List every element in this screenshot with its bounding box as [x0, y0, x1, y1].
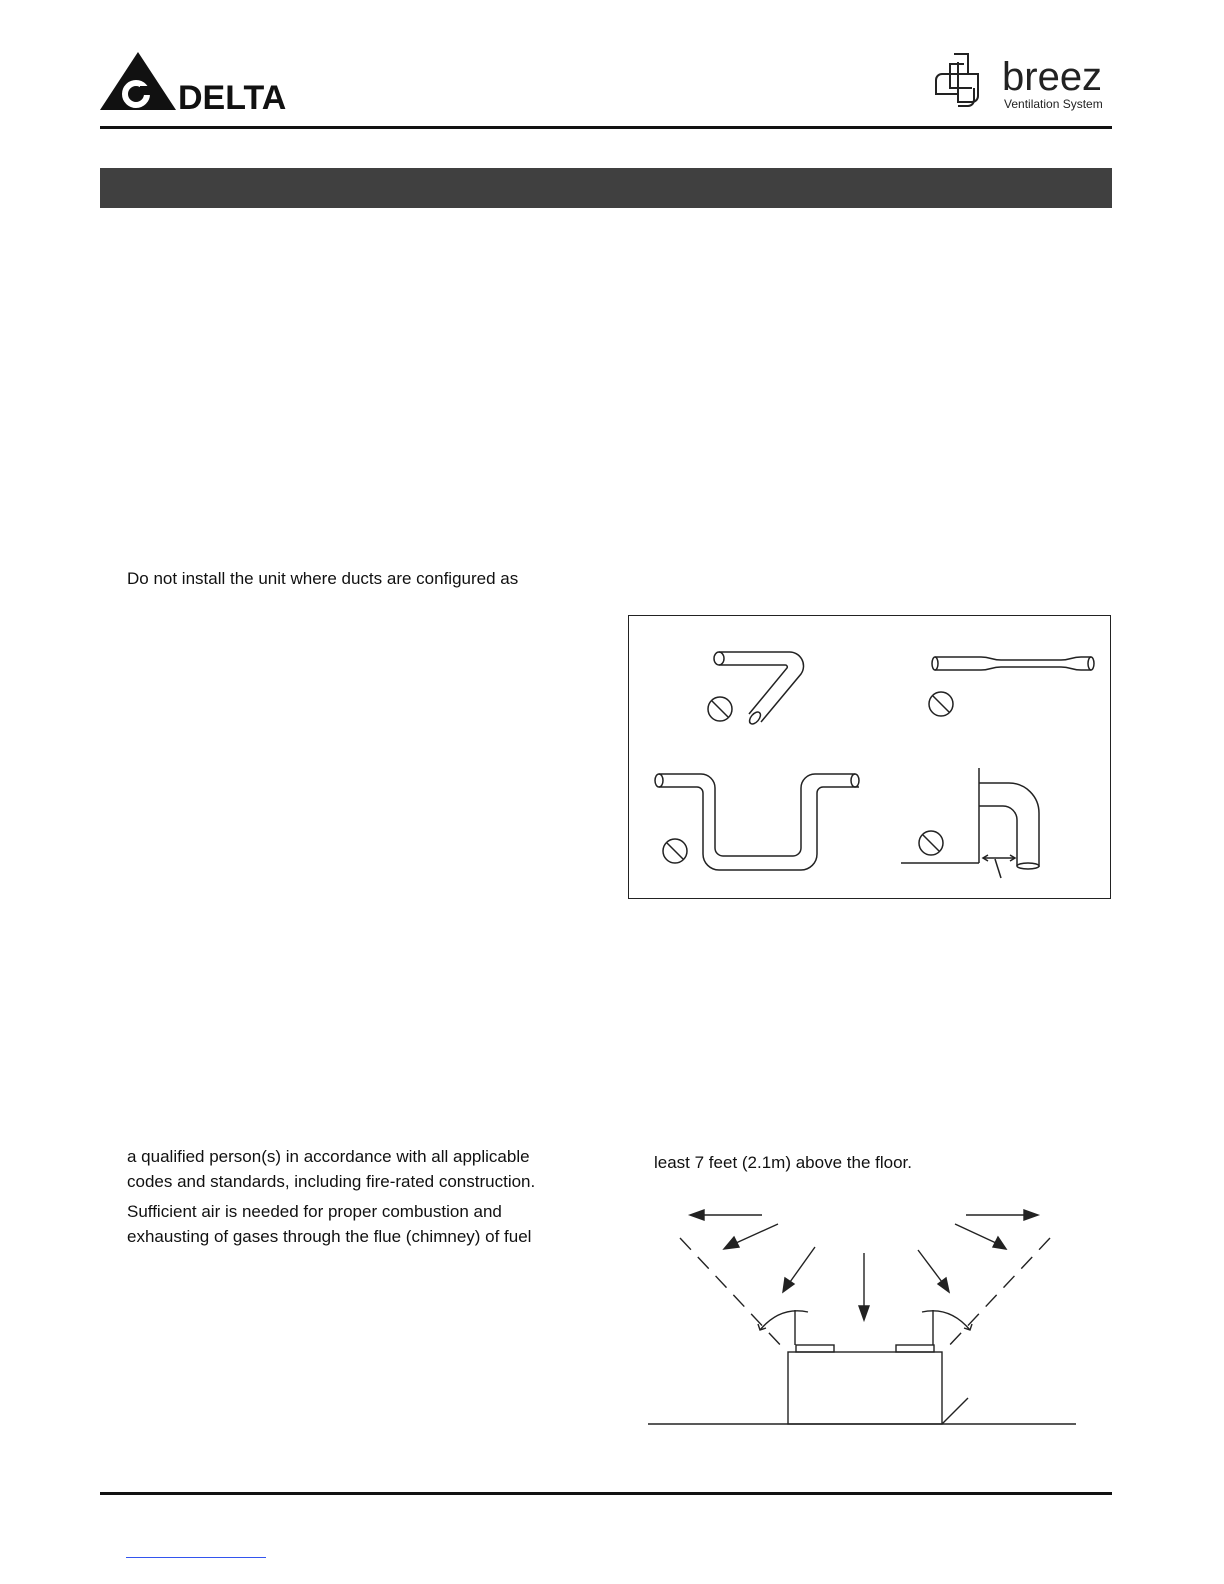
exhaust-arrow-left	[690, 1210, 762, 1220]
intake-arrow-right-inner	[918, 1250, 949, 1292]
intake-arrow-left-inner	[783, 1247, 815, 1292]
qualified-person-line-1: a qualified person(s) in accordance with all applicable	[127, 1147, 530, 1166]
breez-logo	[934, 50, 1114, 114]
breez-wordmark: breez	[1002, 55, 1103, 99]
section-title-bar	[100, 168, 1112, 208]
no-symbol-icon	[708, 697, 732, 721]
sufficient-air-line-2: exhausting of gases through the flue (chimney) of fuel	[127, 1227, 532, 1246]
left-clearance-line	[680, 1238, 785, 1350]
qualified-person-line-2: codes and standards, including fire-rated construction.	[127, 1172, 536, 1191]
exhaust-arrow-right	[966, 1210, 1038, 1220]
sufficient-air-line-1: Sufficient air is needed for proper combustion and	[127, 1202, 502, 1221]
elbow-near-wall-duct	[901, 768, 1039, 878]
intake-arrow-right-outer	[955, 1224, 1006, 1249]
ventilation-unit	[788, 1352, 942, 1424]
right-port	[896, 1345, 934, 1352]
floor-height-text: least 7 feet (2.1m) above the floor.	[654, 1153, 912, 1172]
footer-link-underline[interactable]	[126, 1557, 266, 1558]
right-angle-arc	[922, 1311, 970, 1330]
left-angle-arc	[760, 1311, 808, 1330]
intake-arrow-center	[859, 1253, 869, 1320]
delta-wordmark: DELTA	[178, 79, 287, 117]
breez-knot-icon	[936, 54, 978, 106]
airflow-clearance-figure	[640, 1200, 1090, 1430]
breez-subtitle: Ventilation System	[1004, 97, 1103, 111]
intake-arrow-left-outer	[724, 1224, 778, 1249]
no-symbol-icon	[929, 692, 953, 716]
sharp-bend-duct	[714, 652, 804, 726]
no-symbol-icon	[919, 831, 943, 855]
left-port	[796, 1345, 834, 1352]
footer-rule	[100, 1492, 1112, 1495]
narrowed-duct	[932, 657, 1094, 670]
leader-line	[942, 1398, 968, 1424]
duct-warning-text: Do not install the unit where ducts are configured as	[127, 569, 519, 588]
delta-logo	[100, 52, 290, 117]
no-symbol-icon	[663, 839, 687, 863]
right-clearance-line	[945, 1238, 1050, 1350]
duct-config-figure	[628, 615, 1111, 899]
header-rule	[100, 126, 1112, 129]
